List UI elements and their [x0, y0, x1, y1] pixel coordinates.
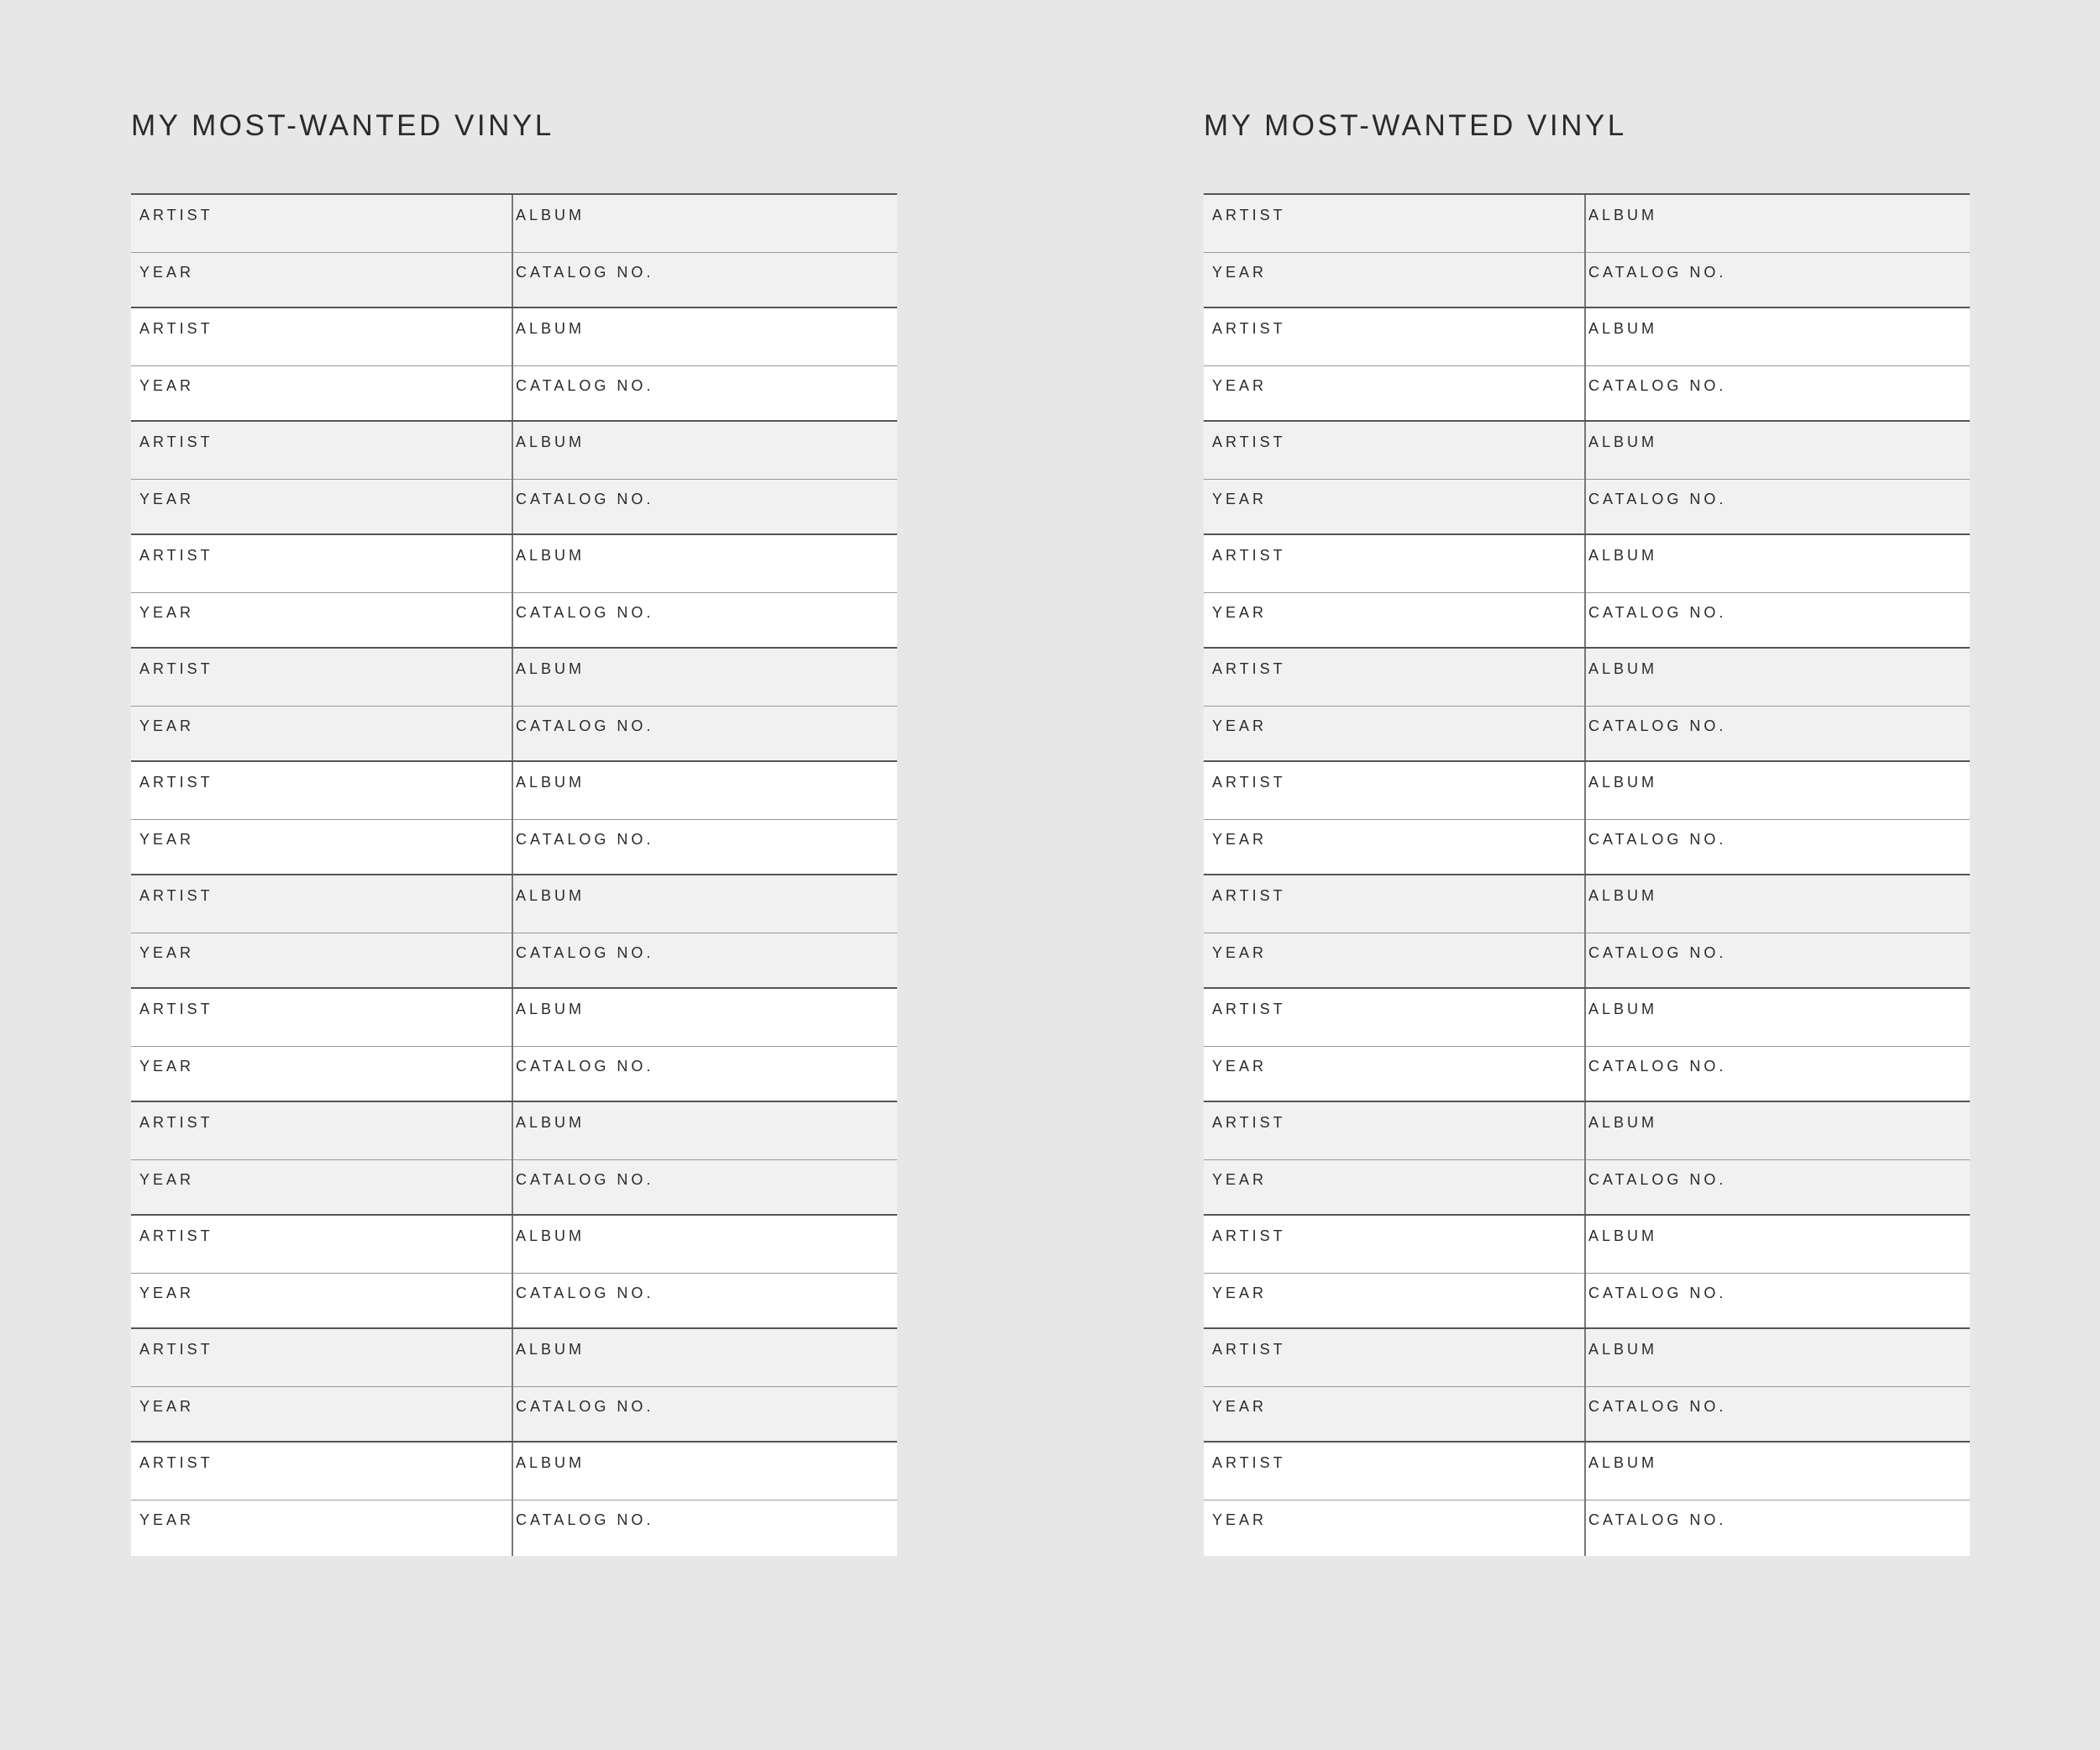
- catalog-number-field: CATALOG NO.: [1588, 1285, 1727, 1301]
- vinyl-entry: [1204, 1329, 1970, 1443]
- catalog-number-field: CATALOG NO.: [1588, 491, 1727, 507]
- album-field: ALBUM: [516, 207, 585, 223]
- album-field: ALBUM: [1588, 547, 1658, 564]
- album-field: ALBUM: [1588, 1227, 1658, 1244]
- album-field: ALBUM: [1588, 1341, 1658, 1358]
- artist-field: ARTIST: [1212, 320, 1286, 337]
- year-catalog-row: [131, 1500, 897, 1557]
- artist-field: ARTIST: [1212, 434, 1286, 450]
- year-field: YEAR: [139, 377, 195, 394]
- artist-field: ARTIST: [1212, 1114, 1286, 1131]
- year-field: YEAR: [1212, 944, 1268, 961]
- year-catalog-row: [131, 479, 897, 536]
- album-field: ALBUM: [516, 1114, 585, 1131]
- catalog-number-field: CATALOG NO.: [1588, 717, 1727, 734]
- year-field: YEAR: [1212, 377, 1268, 394]
- catalog-number-field: CATALOG NO.: [516, 944, 654, 961]
- vinyl-entry: [131, 649, 897, 762]
- year-catalog-row: [131, 1046, 897, 1103]
- vinyl-entry: [131, 1216, 897, 1329]
- album-field: ALBUM: [1588, 1454, 1658, 1471]
- year-catalog-row: [1204, 592, 1970, 649]
- artist-field: ARTIST: [139, 1001, 213, 1017]
- vinyl-entry: [1204, 308, 1970, 422]
- album-field: ALBUM: [1588, 320, 1658, 337]
- artist-album-row: [131, 875, 897, 933]
- year-field: YEAR: [1212, 1171, 1268, 1188]
- artist-field: ARTIST: [139, 1114, 213, 1131]
- catalog-number-field: CATALOG NO.: [516, 377, 654, 394]
- artist-field: ARTIST: [139, 547, 213, 564]
- vinyl-entry: [131, 762, 897, 875]
- year-catalog-row: [1204, 1046, 1970, 1103]
- year-field: YEAR: [1212, 604, 1268, 621]
- catalog-number-field: CATALOG NO.: [1588, 1058, 1727, 1075]
- vinyl-list-sheet: [131, 193, 897, 1556]
- vinyl-entry: [131, 422, 897, 535]
- year-catalog-row: [1204, 933, 1970, 990]
- catalog-number-field: CATALOG NO.: [516, 1058, 654, 1075]
- artist-album-row: [1204, 535, 1970, 593]
- artist-field: ARTIST: [139, 207, 213, 223]
- artist-field: ARTIST: [1212, 1341, 1286, 1358]
- artist-field: ARTIST: [139, 660, 213, 677]
- album-field: ALBUM: [516, 1001, 585, 1017]
- vinyl-entry: [131, 1329, 897, 1443]
- artist-field: ARTIST: [1212, 1454, 1286, 1471]
- year-field: YEAR: [139, 1058, 195, 1075]
- catalog-number-field: CATALOG NO.: [516, 604, 654, 621]
- catalog-number-field: CATALOG NO.: [1588, 377, 1727, 394]
- artist-album-row: [1204, 989, 1970, 1047]
- catalog-number-field: CATALOG NO.: [1588, 1398, 1727, 1415]
- artist-field: ARTIST: [1212, 887, 1286, 904]
- year-field: YEAR: [1212, 1398, 1268, 1415]
- artist-album-row: [1204, 762, 1970, 820]
- page-title: MY MOST-WANTED VINYL: [1204, 109, 1627, 142]
- catalog-number-field: CATALOG NO.: [516, 717, 654, 734]
- vinyl-entry: [1204, 649, 1970, 762]
- year-catalog-row: [131, 1273, 897, 1330]
- artist-field: ARTIST: [139, 887, 213, 904]
- vinyl-list-sheet: [1204, 193, 1970, 1556]
- album-field: ALBUM: [1588, 1001, 1658, 1017]
- catalog-number-field: CATALOG NO.: [1588, 944, 1727, 961]
- album-field: ALBUM: [1588, 207, 1658, 223]
- vinyl-entry: [131, 1102, 897, 1216]
- year-catalog-row: [1204, 252, 1970, 309]
- album-field: ALBUM: [1588, 774, 1658, 791]
- album-field: ALBUM: [1588, 660, 1658, 677]
- catalog-number-field: CATALOG NO.: [516, 831, 654, 848]
- year-field: YEAR: [1212, 264, 1268, 281]
- artist-field: ARTIST: [139, 1227, 213, 1244]
- artist-album-row: [1204, 1216, 1970, 1274]
- vinyl-entry: [1204, 762, 1970, 875]
- year-field: YEAR: [1212, 1511, 1268, 1528]
- vinyl-entry: [1204, 875, 1970, 989]
- artist-field: ARTIST: [1212, 547, 1286, 564]
- vinyl-entry: [131, 989, 897, 1102]
- artist-album-row: [131, 649, 897, 707]
- artist-album-row: [131, 1102, 897, 1160]
- year-field: YEAR: [139, 1171, 195, 1188]
- artist-field: ARTIST: [139, 1341, 213, 1358]
- year-catalog-row: [131, 592, 897, 649]
- year-field: YEAR: [1212, 831, 1268, 848]
- vinyl-entry: [131, 535, 897, 649]
- year-catalog-row: [1204, 479, 1970, 536]
- artist-field: ARTIST: [139, 320, 213, 337]
- year-field: YEAR: [139, 717, 195, 734]
- catalog-number-field: CATALOG NO.: [516, 1171, 654, 1188]
- catalog-number-field: CATALOG NO.: [1588, 604, 1727, 621]
- page-title: MY MOST-WANTED VINYL: [131, 109, 554, 142]
- artist-album-row: [131, 1329, 897, 1387]
- catalog-number-field: CATALOG NO.: [1588, 1511, 1727, 1528]
- album-field: ALBUM: [516, 660, 585, 677]
- catalog-number-field: CATALOG NO.: [516, 491, 654, 507]
- year-field: YEAR: [139, 1398, 195, 1415]
- album-field: ALBUM: [516, 434, 585, 450]
- artist-field: ARTIST: [139, 774, 213, 791]
- artist-album-row: [131, 1443, 897, 1500]
- vinyl-entry: [131, 875, 897, 989]
- vinyl-entry: [1204, 535, 1970, 649]
- vinyl-entry: [1204, 1443, 1970, 1556]
- year-catalog-row: [131, 933, 897, 990]
- year-field: YEAR: [1212, 717, 1268, 734]
- vinyl-entry: [1204, 1102, 1970, 1216]
- album-field: ALBUM: [1588, 434, 1658, 450]
- artist-field: ARTIST: [1212, 1001, 1286, 1017]
- album-field: ALBUM: [516, 547, 585, 564]
- artist-album-row: [1204, 875, 1970, 933]
- vinyl-entry: [131, 1443, 897, 1556]
- vinyl-entry: [1204, 1216, 1970, 1329]
- album-field: ALBUM: [516, 1341, 585, 1358]
- year-catalog-row: [1204, 1273, 1970, 1330]
- artist-album-row: [131, 195, 897, 253]
- album-field: ALBUM: [1588, 887, 1658, 904]
- year-field: YEAR: [139, 264, 195, 281]
- artist-album-row: [1204, 649, 1970, 707]
- album-field: ALBUM: [516, 774, 585, 791]
- catalog-number-field: CATALOG NO.: [516, 1285, 654, 1301]
- artist-album-row: [1204, 422, 1970, 480]
- artist-album-row: [131, 762, 897, 820]
- artist-album-row: [131, 422, 897, 480]
- year-field: YEAR: [139, 944, 195, 961]
- artist-album-row: [1204, 1102, 1970, 1160]
- year-catalog-row: [1204, 1159, 1970, 1217]
- artist-album-row: [131, 535, 897, 593]
- catalog-number-field: CATALOG NO.: [1588, 831, 1727, 848]
- year-catalog-row: [131, 1386, 897, 1443]
- artist-album-row: [131, 1216, 897, 1274]
- year-field: YEAR: [139, 1511, 195, 1528]
- artist-album-row: [1204, 1329, 1970, 1387]
- artist-album-row: [1204, 308, 1970, 366]
- year-field: YEAR: [139, 831, 195, 848]
- catalog-number-field: CATALOG NO.: [1588, 1171, 1727, 1188]
- artist-field: ARTIST: [1212, 774, 1286, 791]
- vinyl-entry: [1204, 195, 1970, 308]
- artist-field: ARTIST: [1212, 207, 1286, 223]
- year-catalog-row: [1204, 819, 1970, 876]
- year-field: YEAR: [139, 604, 195, 621]
- vinyl-entry: [131, 308, 897, 422]
- album-field: ALBUM: [1588, 1114, 1658, 1131]
- artist-field: ARTIST: [1212, 660, 1286, 677]
- vinyl-entry: [131, 195, 897, 308]
- catalog-number-field: CATALOG NO.: [516, 1511, 654, 1528]
- year-catalog-row: [131, 706, 897, 763]
- year-field: YEAR: [139, 491, 195, 507]
- artist-album-row: [131, 308, 897, 366]
- vinyl-entry: [1204, 989, 1970, 1102]
- year-catalog-row: [1204, 365, 1970, 423]
- catalog-number-field: CATALOG NO.: [1588, 264, 1727, 281]
- year-catalog-row: [131, 252, 897, 309]
- artist-album-row: [1204, 1443, 1970, 1500]
- year-catalog-row: [1204, 706, 1970, 763]
- album-field: ALBUM: [516, 1454, 585, 1471]
- artist-field: ARTIST: [1212, 1227, 1286, 1244]
- year-catalog-row: [131, 819, 897, 876]
- artist-album-row: [131, 989, 897, 1047]
- artist-field: ARTIST: [139, 1454, 213, 1471]
- year-field: YEAR: [139, 1285, 195, 1301]
- year-catalog-row: [1204, 1500, 1970, 1557]
- catalog-number-field: CATALOG NO.: [516, 264, 654, 281]
- year-field: YEAR: [1212, 491, 1268, 507]
- album-field: ALBUM: [516, 887, 585, 904]
- vinyl-entry: [1204, 422, 1970, 535]
- album-field: ALBUM: [516, 1227, 585, 1244]
- catalog-number-field: CATALOG NO.: [516, 1398, 654, 1415]
- year-catalog-row: [131, 365, 897, 423]
- year-field: YEAR: [1212, 1285, 1268, 1301]
- album-field: ALBUM: [516, 320, 585, 337]
- artist-field: ARTIST: [139, 434, 213, 450]
- year-catalog-row: [1204, 1386, 1970, 1443]
- artist-album-row: [1204, 195, 1970, 253]
- year-field: YEAR: [1212, 1058, 1268, 1075]
- year-catalog-row: [131, 1159, 897, 1217]
